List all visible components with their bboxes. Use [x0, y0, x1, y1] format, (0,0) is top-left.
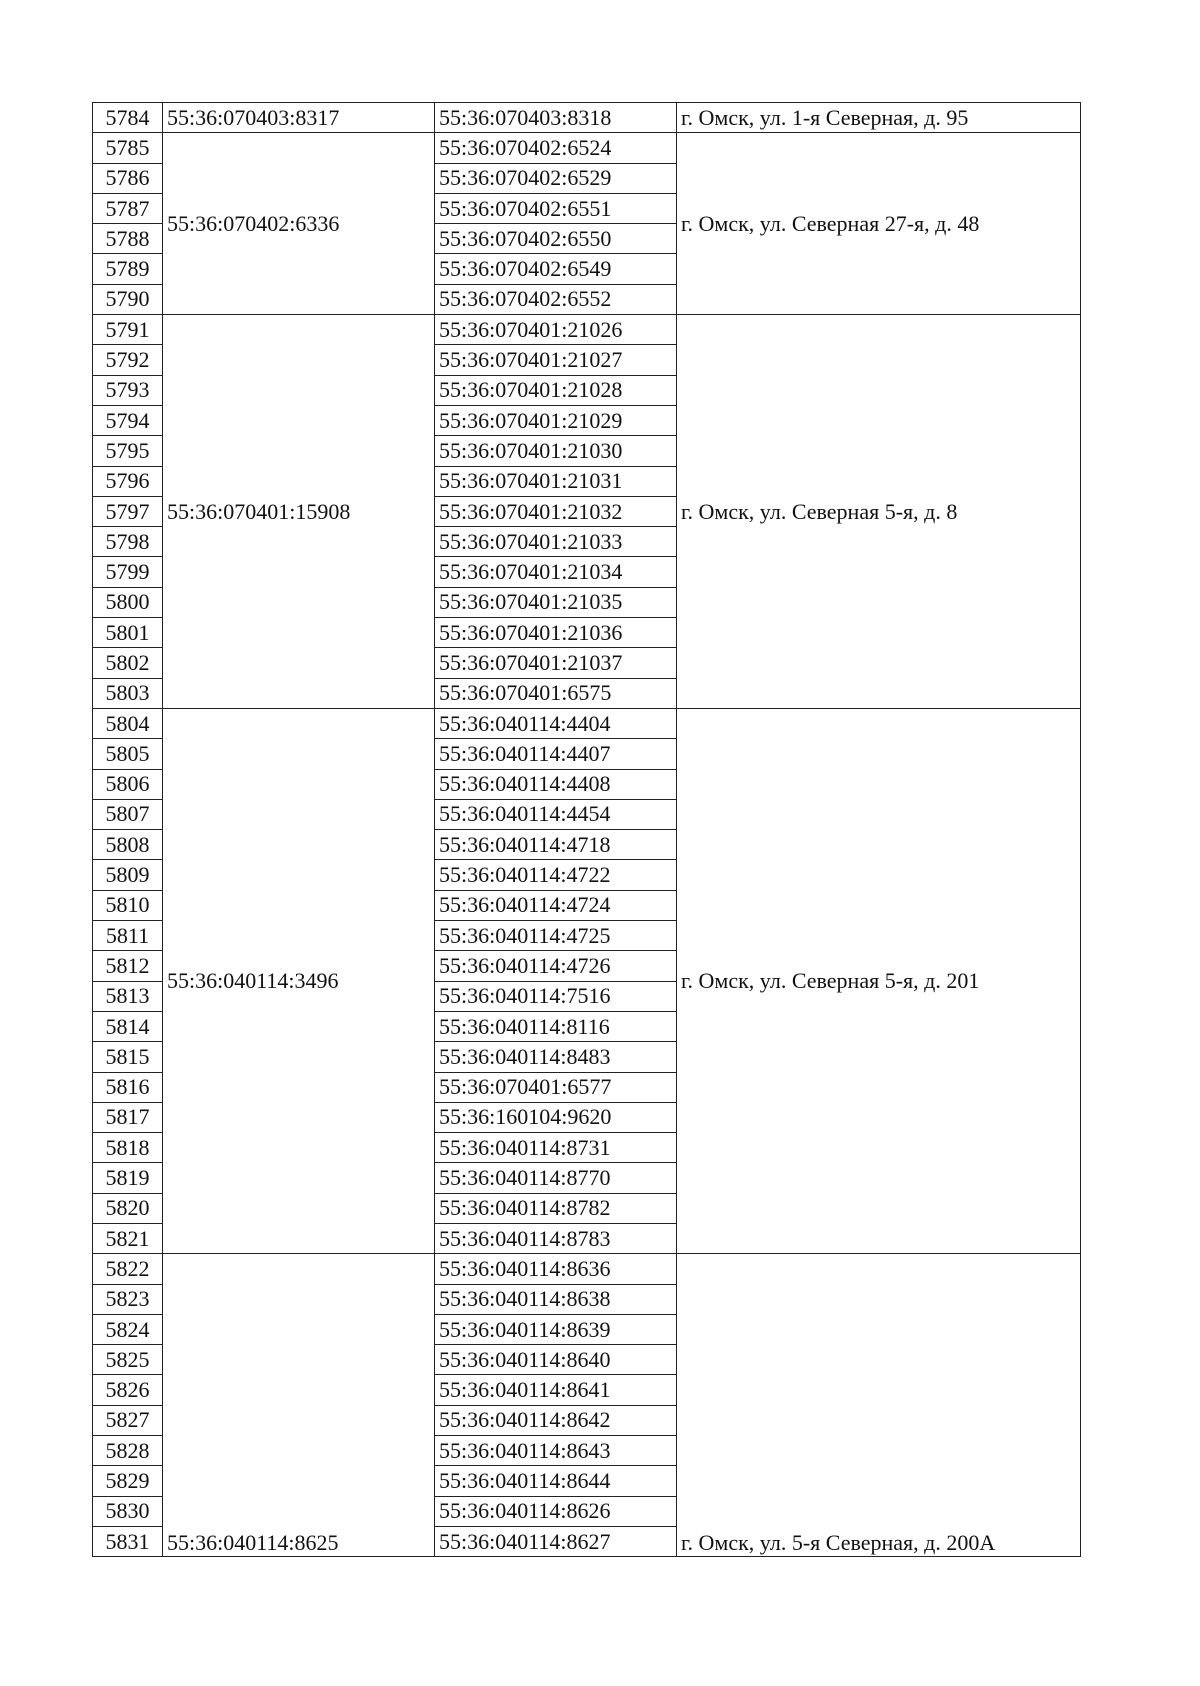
row-number: 5798	[93, 527, 163, 557]
row-number: 5828	[93, 1436, 163, 1466]
row-number: 5810	[93, 890, 163, 920]
row-number: 5791	[93, 315, 163, 345]
table-body	[93, 103, 1081, 1557]
child-cadastral-number: 55:36:040114:8641	[435, 1375, 677, 1405]
child-cadastral-number: 55:36:040114:4726	[435, 951, 677, 981]
row-number: 5827	[93, 1405, 163, 1435]
row-number: 5803	[93, 678, 163, 708]
child-cadastral-number: 55:36:040114:4722	[435, 860, 677, 890]
child-cadastral-number: 55:36:070401:6575	[435, 678, 677, 708]
row-number: 5824	[93, 1314, 163, 1344]
child-cadastral-number: 55:36:040114:8639	[435, 1314, 677, 1344]
child-cadastral-number: 55:36:040114:8782	[435, 1193, 677, 1223]
child-cadastral-number: 55:36:040114:4408	[435, 769, 677, 799]
row-number: 5789	[93, 254, 163, 284]
child-cadastral-number: 55:36:070401:21027	[435, 345, 677, 375]
child-cadastral-number: 55:36:070401:21026	[435, 315, 677, 345]
row-number: 5784	[93, 103, 163, 133]
row-number: 5811	[93, 921, 163, 951]
child-cadastral-number: 55:36:040114:8783	[435, 1223, 677, 1253]
child-cadastral-number: 55:36:040114:8626	[435, 1496, 677, 1526]
child-cadastral-number: 55:36:070401:21028	[435, 375, 677, 405]
child-cadastral-number: 55:36:070402:6551	[435, 193, 677, 223]
row-number: 5817	[93, 1102, 163, 1132]
child-cadastral-number: 55:36:070401:21037	[435, 648, 677, 678]
child-cadastral-number: 55:36:070402:6552	[435, 284, 677, 314]
row-number: 5831	[93, 1526, 163, 1556]
row-number: 5799	[93, 557, 163, 587]
child-cadastral-number: 55:36:070403:8318	[435, 103, 677, 133]
child-cadastral-number: 55:36:040114:8627	[435, 1526, 677, 1556]
child-cadastral-number: 55:36:040114:8643	[435, 1436, 677, 1466]
row-number: 5816	[93, 1072, 163, 1102]
table-row	[93, 315, 1081, 345]
child-cadastral-number: 55:36:040114:4404	[435, 708, 677, 738]
row-number: 5807	[93, 799, 163, 829]
row-number: 5800	[93, 587, 163, 617]
parent-cadastral-number: 55:36:070401:15908	[163, 315, 435, 709]
child-cadastral-number: 55:36:070401:21029	[435, 405, 677, 435]
row-number: 5795	[93, 436, 163, 466]
row-number: 5821	[93, 1223, 163, 1253]
child-cadastral-number: 55:36:070402:6529	[435, 163, 677, 193]
row-number: 5818	[93, 1133, 163, 1163]
row-number: 5813	[93, 981, 163, 1011]
parent-cadastral-number: 55:36:070402:6336	[163, 133, 435, 315]
child-cadastral-number: 55:36:040114:4407	[435, 739, 677, 769]
row-number: 5797	[93, 496, 163, 526]
parent-cadastral-number: 55:36:070403:8317	[163, 103, 435, 133]
row-number: 5819	[93, 1163, 163, 1193]
child-cadastral-number: 55:36:070402:6550	[435, 224, 677, 254]
row-number: 5815	[93, 1042, 163, 1072]
child-cadastral-number: 55:36:040114:7516	[435, 981, 677, 1011]
row-number: 5825	[93, 1345, 163, 1375]
child-cadastral-number: 55:36:040114:8483	[435, 1042, 677, 1072]
child-cadastral-number: 55:36:070401:21030	[435, 436, 677, 466]
row-number: 5812	[93, 951, 163, 981]
child-cadastral-number: 55:36:070402:6549	[435, 254, 677, 284]
row-number: 5804	[93, 708, 163, 738]
child-cadastral-number: 55:36:040114:8644	[435, 1466, 677, 1496]
row-number: 5785	[93, 133, 163, 163]
table-row	[93, 103, 1081, 133]
address: г. Омск, ул. Северная 5-я, д. 201	[677, 708, 1081, 1253]
row-number: 5801	[93, 618, 163, 648]
child-cadastral-number: 55:36:040114:4725	[435, 921, 677, 951]
row-number: 5788	[93, 224, 163, 254]
row-number: 5790	[93, 284, 163, 314]
row-number: 5796	[93, 466, 163, 496]
child-cadastral-number: 55:36:040114:8640	[435, 1345, 677, 1375]
row-number: 5826	[93, 1375, 163, 1405]
address: г. Омск, ул. Северная 27-я, д. 48	[677, 133, 1081, 315]
row-number: 5808	[93, 830, 163, 860]
child-cadastral-number: 55:36:070401:21031	[435, 466, 677, 496]
child-cadastral-number: 55:36:040114:8636	[435, 1254, 677, 1284]
child-cadastral-number: 55:36:040114:8116	[435, 1011, 677, 1041]
table-row	[93, 708, 1081, 738]
child-cadastral-number: 55:36:070401:6577	[435, 1072, 677, 1102]
child-cadastral-number: 55:36:070401:21033	[435, 527, 677, 557]
child-cadastral-number: 55:36:070401:21036	[435, 618, 677, 648]
child-cadastral-number: 55:36:040114:4454	[435, 799, 677, 829]
row-number: 5806	[93, 769, 163, 799]
row-number: 5792	[93, 345, 163, 375]
row-number: 5830	[93, 1496, 163, 1526]
child-cadastral-number: 55:36:040114:4718	[435, 830, 677, 860]
child-cadastral-number: 55:36:040114:8638	[435, 1284, 677, 1314]
row-number: 5809	[93, 860, 163, 890]
row-number: 5829	[93, 1466, 163, 1496]
cadastral-table	[92, 102, 1081, 1557]
row-number: 5823	[93, 1284, 163, 1314]
parent-cadastral-number: 55:36:040114:3496	[163, 708, 435, 1253]
row-number: 5820	[93, 1193, 163, 1223]
address: г. Омск, ул. 5-я Северная, д. 200А	[677, 1254, 1081, 1557]
row-number: 5793	[93, 375, 163, 405]
child-cadastral-number: 55:36:070401:21034	[435, 557, 677, 587]
child-cadastral-number: 55:36:040114:8770	[435, 1163, 677, 1193]
row-number: 5794	[93, 405, 163, 435]
child-cadastral-number: 55:36:070401:21032	[435, 496, 677, 526]
row-number: 5802	[93, 648, 163, 678]
child-cadastral-number: 55:36:040114:4724	[435, 890, 677, 920]
child-cadastral-number: 55:36:040114:8642	[435, 1405, 677, 1435]
row-number: 5805	[93, 739, 163, 769]
row-number: 5787	[93, 193, 163, 223]
address: г. Омск, ул. 1-я Северная, д. 95	[677, 103, 1081, 133]
row-number: 5822	[93, 1254, 163, 1284]
child-cadastral-number: 55:36:070402:6524	[435, 133, 677, 163]
row-number: 5814	[93, 1011, 163, 1041]
child-cadastral-number: 55:36:040114:8731	[435, 1133, 677, 1163]
parent-cadastral-number: 55:36:040114:8625	[163, 1254, 435, 1557]
row-number: 5786	[93, 163, 163, 193]
address: г. Омск, ул. Северная 5-я, д. 8	[677, 315, 1081, 709]
table-row	[93, 1254, 1081, 1284]
table-row	[93, 133, 1081, 163]
child-cadastral-number: 55:36:070401:21035	[435, 587, 677, 617]
child-cadastral-number: 55:36:160104:9620	[435, 1102, 677, 1132]
